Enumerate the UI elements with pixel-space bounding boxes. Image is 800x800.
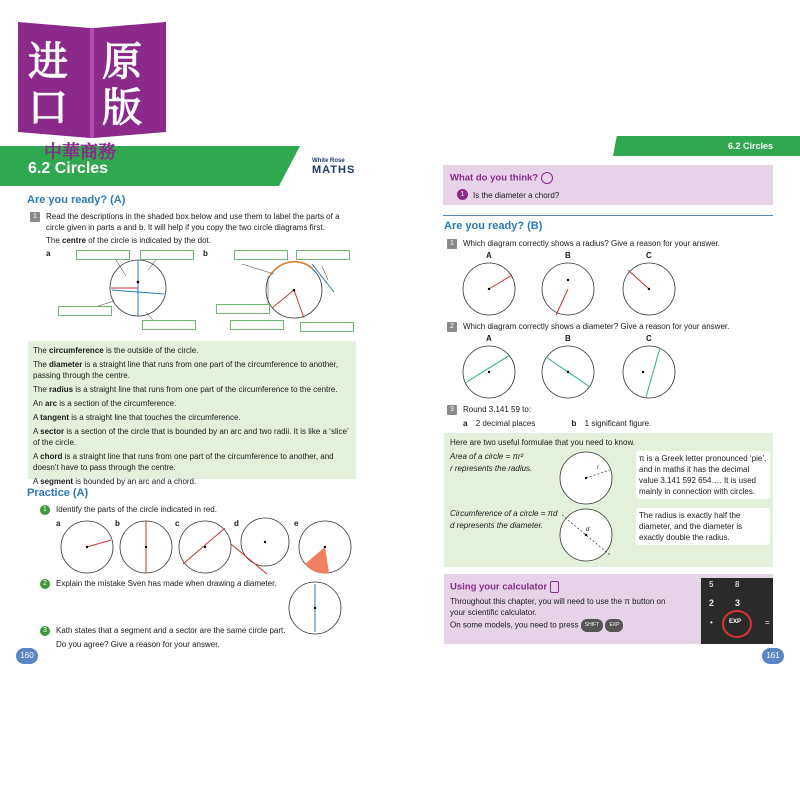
p3-block <box>40 625 320 650</box>
calc-key-exp: EXP <box>729 619 742 625</box>
b2-label-c: C <box>646 334 652 343</box>
shift-key: SHIFT <box>581 619 603 632</box>
brand-logo <box>312 158 355 176</box>
b3-parts <box>463 418 767 429</box>
calculator-icon <box>550 581 559 593</box>
b3-b-label: b <box>571 419 577 428</box>
calc-text-1: Throughout this chapter, you will need to use the π button on your scientific calculator. <box>450 597 666 617</box>
exp-highlight-circle <box>722 610 752 638</box>
p3-number: 3 <box>40 626 50 636</box>
p1-label-d: d <box>234 519 239 528</box>
b3-b: 1 significant figure. <box>584 419 652 428</box>
label-box-b5[interactable] <box>300 322 354 332</box>
p2-text: Explain the mistake Sven has made when drawing a diameter. <box>56 579 277 588</box>
label-box-b4[interactable] <box>230 320 284 330</box>
watermark-char-3: 口 <box>28 85 68 131</box>
label-box-a2[interactable] <box>140 250 194 260</box>
calc-key-dot: • <box>710 618 713 627</box>
label-box-b2[interactable] <box>296 250 350 260</box>
exp-key: EXP <box>605 619 623 632</box>
b1-label-b: B <box>565 251 571 260</box>
q1-centre-note: The centre of the circle is indicated by the dot. <box>46 236 211 245</box>
diagram-b-label: b <box>203 249 208 258</box>
calc-key-2: 2 <box>709 598 715 608</box>
label-box-b1[interactable] <box>234 250 288 260</box>
def-arc: An arc is a section of the circumference. <box>33 399 177 408</box>
ready-b-title: Are you ready? (B) <box>444 220 543 232</box>
brand-bottom: MATHS <box>312 164 356 176</box>
def-tangent: A tangent is a straight line that touches the circumference. <box>33 413 241 422</box>
p1-block <box>40 504 340 515</box>
q1-block <box>30 211 355 246</box>
def-chord: A chord is a straight line that runs from one part of the circumference to another, and doesn’t have to pass through the centre. <box>33 452 334 472</box>
def-segment: A segment is bounded by an arc and a chord. <box>33 477 197 486</box>
right-divider <box>443 215 773 216</box>
b2-label-a: A <box>486 334 492 343</box>
q1-number: 1 <box>30 212 40 222</box>
p2-number: 2 <box>40 579 50 589</box>
area-formula: Area of a circle = πr² <box>450 452 524 461</box>
b2-label-b: B <box>565 334 571 343</box>
circumference-sub: d represents the diameter. <box>450 521 544 530</box>
calc-key-5: 5 <box>709 580 714 589</box>
practice-a-title: Practice (A) <box>27 487 89 499</box>
think-question: Is the diameter a chord? <box>473 191 560 200</box>
left-page-number: 160 <box>16 648 38 664</box>
left-section-title: 6.2 Circles <box>28 160 109 177</box>
definitions-box <box>28 341 356 486</box>
think-q-number: 1 <box>457 189 468 200</box>
p1-number: 1 <box>40 505 50 515</box>
calc-text-2: On some models, you need to press <box>450 620 579 630</box>
watermark-char-1: 进 <box>28 39 68 85</box>
label-box-b3[interactable] <box>216 304 270 314</box>
label-box-a3[interactable] <box>58 306 112 316</box>
calc-key-8: 8 <box>735 580 740 589</box>
radius-formula-circle <box>558 450 614 506</box>
formula-intro: Here are two useful formulae that you need to know. <box>450 438 635 447</box>
q1-text: Read the descriptions in the shaded box below and use them to label the parts of a circle given in parts a and b. It will help if you copy the two circle diagrams first. <box>46 212 340 232</box>
p2-block <box>40 578 300 589</box>
def-sector: A sector is a section of the circle that is bounded by an arc and two radii. It is like a ‘slice’ of the circle. <box>33 427 349 447</box>
right-section-tab: 6.2 Circles <box>728 141 774 151</box>
calculator-keypad-image <box>701 578 773 644</box>
r-label: r <box>597 465 599 471</box>
b1-label-c: C <box>646 251 652 260</box>
b1-block <box>447 238 767 249</box>
def-radius: The radius is a straight line that runs from one part of the circumference to the centre. <box>33 385 338 394</box>
circumference-formula: Circumference of a circle = πd <box>450 509 558 518</box>
diameter-circles <box>460 343 700 401</box>
def-circumference: The circumference is the outside of the circle. <box>33 346 199 355</box>
diagram-a-label: a <box>46 249 51 258</box>
think-title-text: What do you think? <box>450 172 539 184</box>
watermark-char-2: 原 <box>102 39 142 85</box>
def-diameter: The diameter is a straight line that runs from one part of the circumference to another, passing through the centre. <box>33 360 339 380</box>
area-sub: r represents the radius. <box>450 464 533 473</box>
d-label: d <box>586 527 590 533</box>
radius-circles <box>460 260 700 318</box>
brand-top: White Rose <box>312 158 345 164</box>
b2-text: Which diagram correctly shows a diameter? Give a reason for your answer. <box>463 322 730 331</box>
calc-key-3: 3 <box>735 598 741 608</box>
p3-text: Kath states that a segment and a sector are the same circle part. <box>56 626 286 635</box>
p1-label-b: b <box>115 519 120 528</box>
b1-label-a: A <box>486 251 492 260</box>
think-box <box>443 165 773 205</box>
b3-a: 2 decimal places <box>475 419 536 428</box>
label-box-a1[interactable] <box>76 250 130 260</box>
p1-text: Identify the parts of the circle indicated in red. <box>56 505 217 514</box>
watermark-char-4: 版 <box>102 85 142 131</box>
calc-title <box>450 581 559 593</box>
right-page-number: 161 <box>762 648 784 664</box>
watermark-logo <box>14 14 170 138</box>
p1-label-a: a <box>56 519 61 528</box>
practice-circles <box>55 516 360 578</box>
pi-note: π is a Greek letter pronounced ‘pie’, and in maths it has the decimal value 3.141 592 654…. It is used mainly in connection with circles. <box>636 451 770 499</box>
calc-key-eq: = <box>765 618 770 627</box>
formula-box <box>444 433 773 567</box>
b3-number: 3 <box>447 405 457 415</box>
b2-block <box>447 321 767 332</box>
p1-label-e: e <box>294 519 299 528</box>
think-title <box>450 172 553 184</box>
calculator-box <box>444 574 773 644</box>
b1-text: Which diagram correctly shows a radius? Give a reason for your answer. <box>463 239 720 248</box>
b3-text: Round 3.141 59 to: <box>463 405 532 414</box>
b3-a-label: a <box>463 419 468 428</box>
diagram-b <box>212 246 357 334</box>
diagram-a <box>56 246 196 334</box>
p1-label-c: c <box>175 519 180 528</box>
b1-number: 1 <box>447 239 457 249</box>
b2-number: 2 <box>447 322 457 332</box>
ready-a-title: Are you ready? (A) <box>27 194 126 206</box>
radius-note: The radius is exactly half the diameter, and the diameter is exactly double the radius. <box>636 508 770 545</box>
watermark-publisher: 中華商務 <box>44 142 116 163</box>
label-box-a4[interactable] <box>142 320 196 330</box>
thinking-head-icon <box>541 172 553 184</box>
calc-title-text: Using your calculator <box>450 581 548 593</box>
calc-text-2-row <box>450 619 690 632</box>
p3-text-2: Do you agree? Give a reason for your answer. <box>56 640 220 649</box>
b3-block <box>447 404 767 429</box>
